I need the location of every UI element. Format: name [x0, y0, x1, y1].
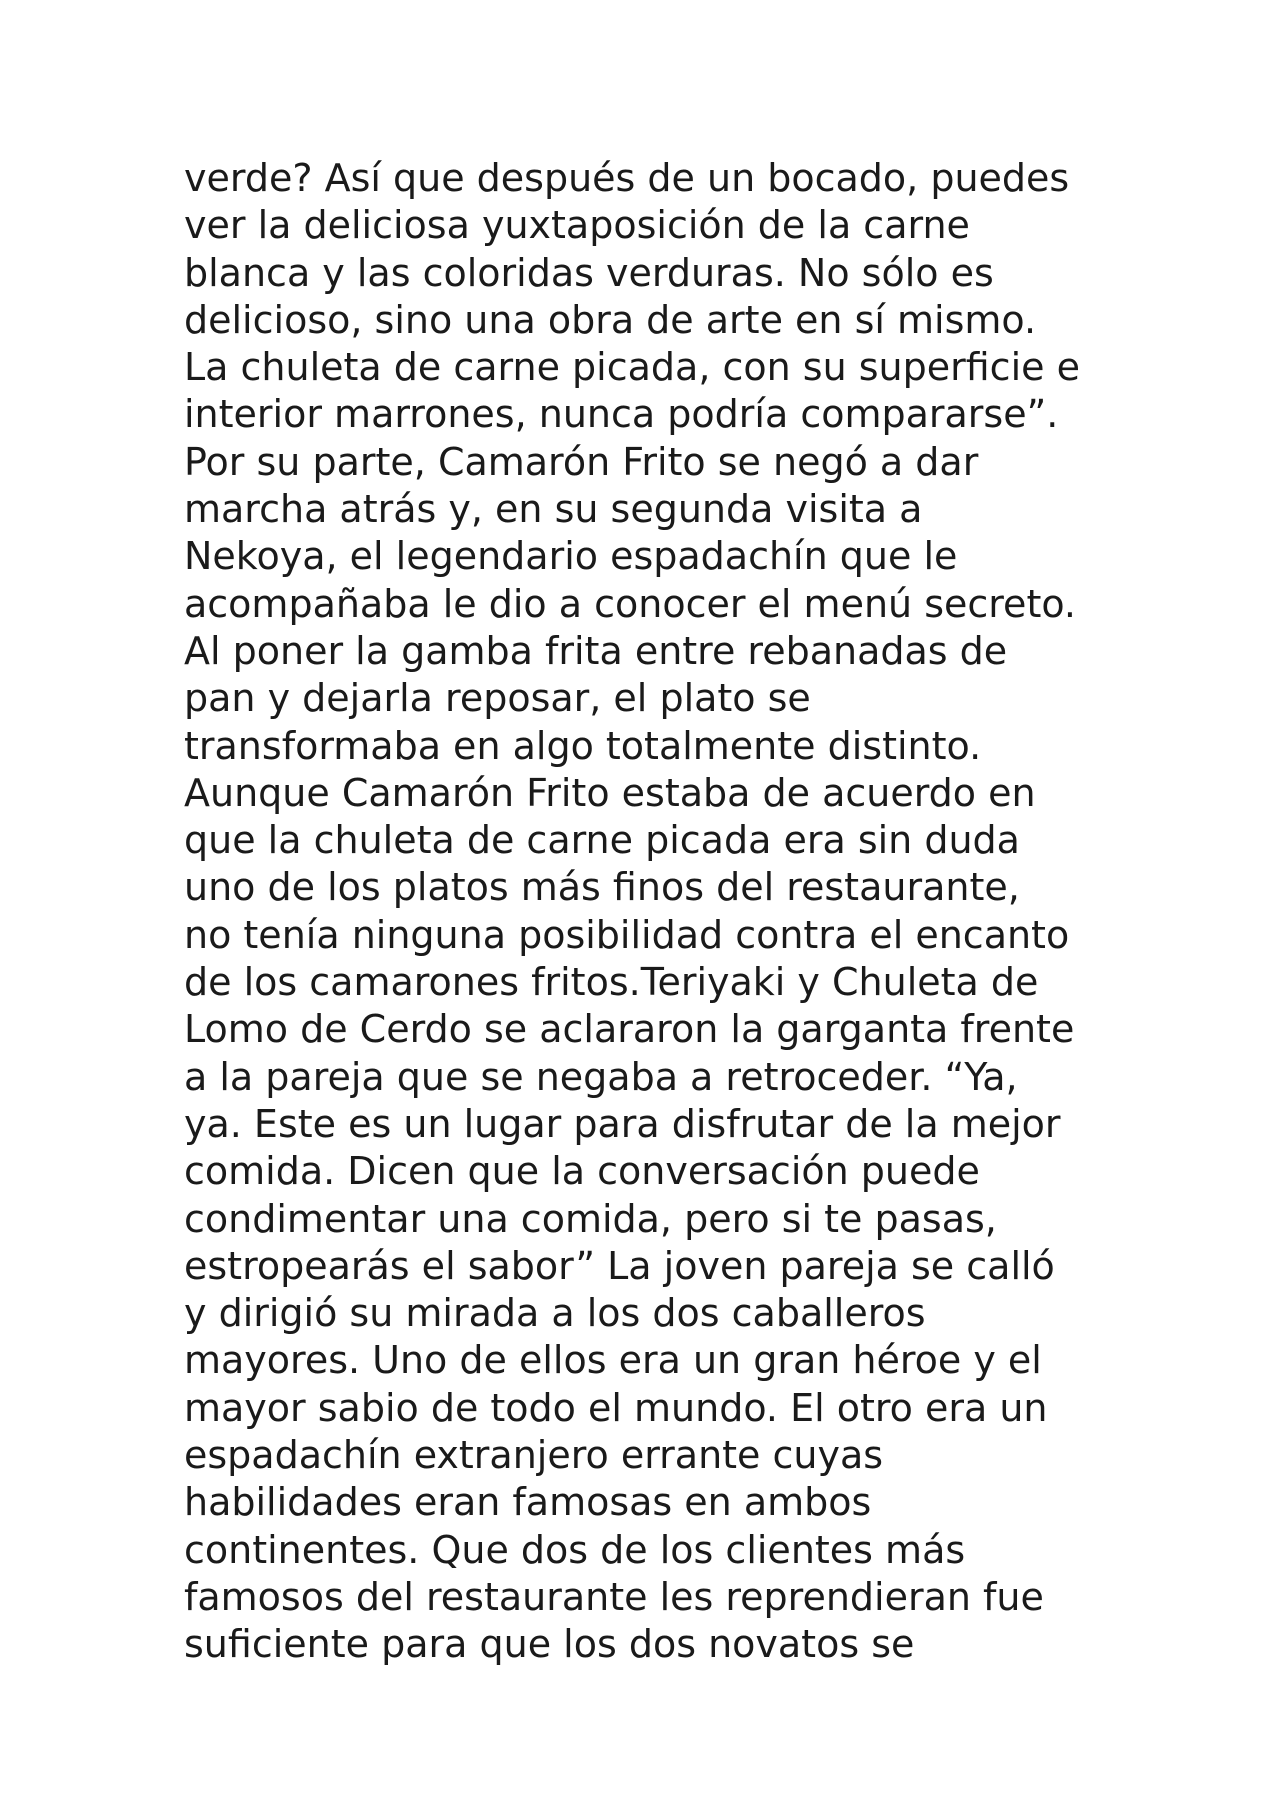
text-line: comida. Dicen que la conversación puede [184, 1149, 980, 1194]
text-line: habilidades eran famosas en ambos [184, 1480, 872, 1525]
text-line: Lomo de Cerdo se aclararon la garganta frente [184, 1007, 1075, 1052]
text-line: ya. Este es un lugar para disfrutar de la mejor [184, 1101, 1061, 1146]
text-line: ver la deliciosa yuxtaposición de la carne [184, 203, 970, 248]
text-line: mayores. Uno de ellos era un gran héroe y el [184, 1338, 1042, 1383]
text-line: La chuleta de carne picada, con su superficie e [184, 345, 1080, 390]
text-line: espadachín extranjero errante cuyas [184, 1433, 884, 1478]
text-line: interior marrones, nunca podría compararse”. [184, 392, 1059, 437]
text-line: blanca y las coloridas verduras. No sólo es [184, 250, 994, 295]
text-line: delicioso, sino una obra de arte en sí mismo. [184, 297, 1037, 342]
text-line: y dirigió su mirada a los dos caballeros [184, 1291, 926, 1336]
text-line: Al poner la gamba frita entre rebanadas de [184, 628, 1008, 673]
text-line: marcha atrás y, en su segunda visita a [184, 487, 923, 532]
text-line: estropearás el sabor” La joven pareja se calló [184, 1243, 1055, 1288]
text-line: a la pareja que se negaba a retroceder. “Ya, [184, 1054, 1018, 1099]
text-line: Nekoya, el legendario espadachín que le [184, 534, 958, 579]
text-line: de los camarones fritos.Teriyaki y Chuleta de [184, 960, 1039, 1005]
text-line: Por su parte, Camarón Frito se negó a dar [184, 439, 979, 484]
text-line: transformaba en algo totalmente distinto. [184, 723, 982, 768]
text-line: no tenía ninguna posibilidad contra el encanto [184, 912, 1070, 957]
text-line: mayor sabio de todo el mundo. El otro era un [184, 1385, 1048, 1430]
text-line: famosos del restaurante les reprendieran fue [184, 1574, 1044, 1619]
body-text [184, 155, 1144, 1669]
text-line: condimentar una comida, pero si te pasas, [184, 1196, 997, 1241]
text-line: uno de los platos más finos del restaurante, [184, 865, 1020, 910]
text-line: suficiente para que los dos novatos se [184, 1622, 915, 1667]
text-line: Aunque Camarón Frito estaba de acuerdo en [184, 770, 1036, 815]
text-line: que la chuleta de carne picada era sin duda [184, 818, 1020, 863]
text-line: pan y dejarla reposar, el plato se [184, 676, 811, 721]
text-line: acompañaba le dio a conocer el menú secreto. [184, 581, 1076, 626]
text-line: continentes. Que dos de los clientes más [184, 1527, 966, 1572]
text-line: verde? Así que después de un bocado, puedes [184, 156, 1070, 200]
